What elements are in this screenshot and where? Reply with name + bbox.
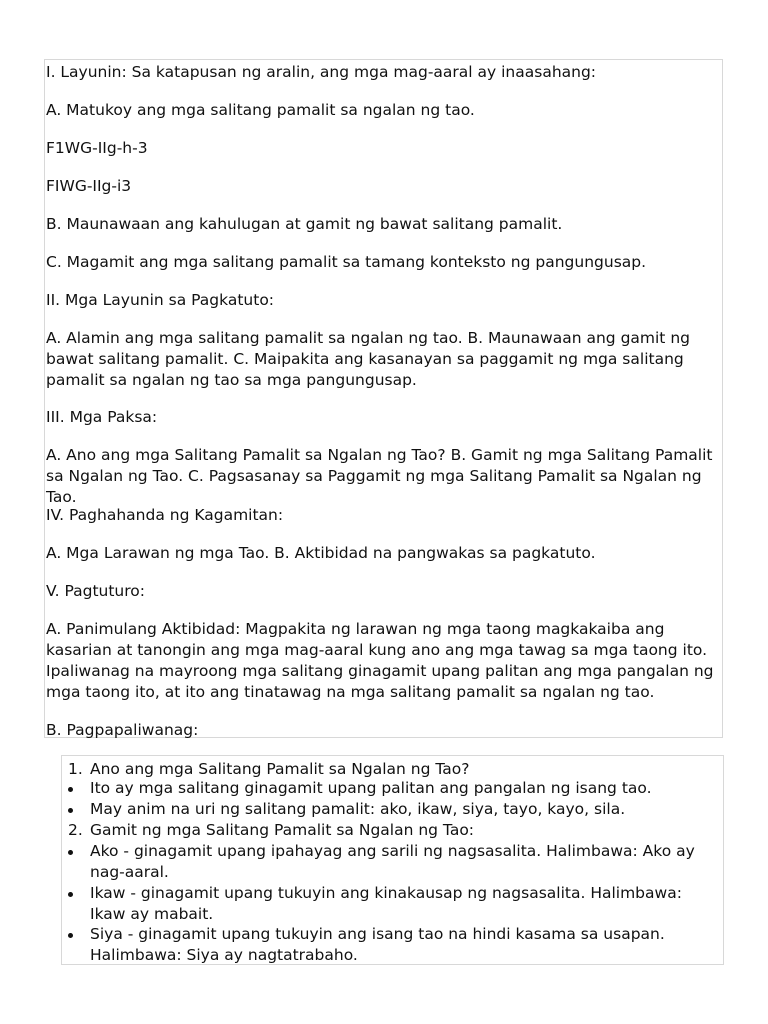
objectives-heading: I. Layunin: Sa katapusan ng aralin, ang mga mag-aaral ay inaasahang: [46,63,597,81]
learning-goals-heading: II. Mga Layunin sa Pagkatuto: [46,291,275,309]
list-item: Ito ay mga salitang ginagamit upang palitan ang pangalan ng isang tao. [90,779,652,797]
topics-text: A. Ano ang mga Salitang Pamalit sa Ngalan ng Tao? B. Gamit ng mga Salitang Pamalit sa Ngalan ng Tao. C. Pagsasanay sa Paggamit ng mga Salitang Pamalit sa Ngalan ng Tao. [46,446,713,506]
materials-text: A. Mga Larawan ng mga Tao. B. Aktibidad na pangwakas sa pagkatuto. [46,544,596,562]
competency-code-2: FIWG-IIg-i3 [46,177,132,195]
objective-a: A. Matukoy ang mga salitang pamalit sa ngalan ng tao. [46,101,475,119]
objective-b: B. Maunawaan ang kahulugan at gamit ng bawat salitang pamalit. [46,215,563,233]
bullet-icon [68,850,73,855]
bullet-icon [68,933,73,938]
bullet-icon [68,787,73,792]
opening-activity-text: A. Panimulang Aktibidad: Magpakita ng larawan ng mga taong magkakaiba ang kasarian at tanongin ang mga mag-aaral kung ano ang mga tawag sa mga taong ito. Ipaliwanag na mayroong mga salitang ginagamit upang palitan ang mga pangalan ng mga taong ito, at ito ang tinatawag na mga salitang pamalit sa ngalan ng tao. [46,620,714,701]
list-marker: 1. [68,760,83,778]
objective-c: C. Magamit ang mga salitang pamalit sa tamang konteksto ng pangungusap. [46,253,647,271]
list-item: May anim na uri ng salitang pamalit: ako, ikaw, siya, tayo, kayo, sila. [90,800,626,818]
list-item: Ikaw - ginagamit upang tukuyin ang kinakausap ng nagsasalita. Halimbawa: Ikaw ay mabait. [90,884,682,923]
list-item: Ano ang mga Salitang Pamalit sa Ngalan ng Tao? [90,760,470,778]
bullet-icon [68,808,73,813]
topics-heading: III. Mga Paksa: [46,408,158,426]
competency-code-1: F1WG-IIg-h-3 [46,139,148,157]
teaching-heading: V. Pagtuturo: [46,582,145,600]
list-item: Gamit ng mga Salitang Pamalit sa Ngalan ng Tao: [90,821,475,839]
bullet-icon [68,892,73,897]
learning-goals-text: A. Alamin ang mga salitang pamalit sa ngalan ng tao. B. Maunawaan ang gamit ng bawat salitang pamalit. C. Maipakita ang kasanayan sa paggamit ng mga salitang pamalit sa ngalan ng tao sa mga pangungusap. [46,329,690,389]
explanation-heading: B. Pagpapaliwanag: [46,721,199,739]
materials-heading: IV. Paghahanda ng Kagamitan: [46,506,284,524]
list-item: Ako - ginagamit upang ipahayag ang sarili ng nagsasalita. Halimbawa: Ako ay nag-aaral. [90,842,695,881]
list-item: Siya - ginagamit upang tukuyin ang isang tao na hindi kasama sa usapan. Halimbawa: Siya ay nagtatrabaho. [90,925,665,964]
list-marker: 2. [68,821,83,839]
